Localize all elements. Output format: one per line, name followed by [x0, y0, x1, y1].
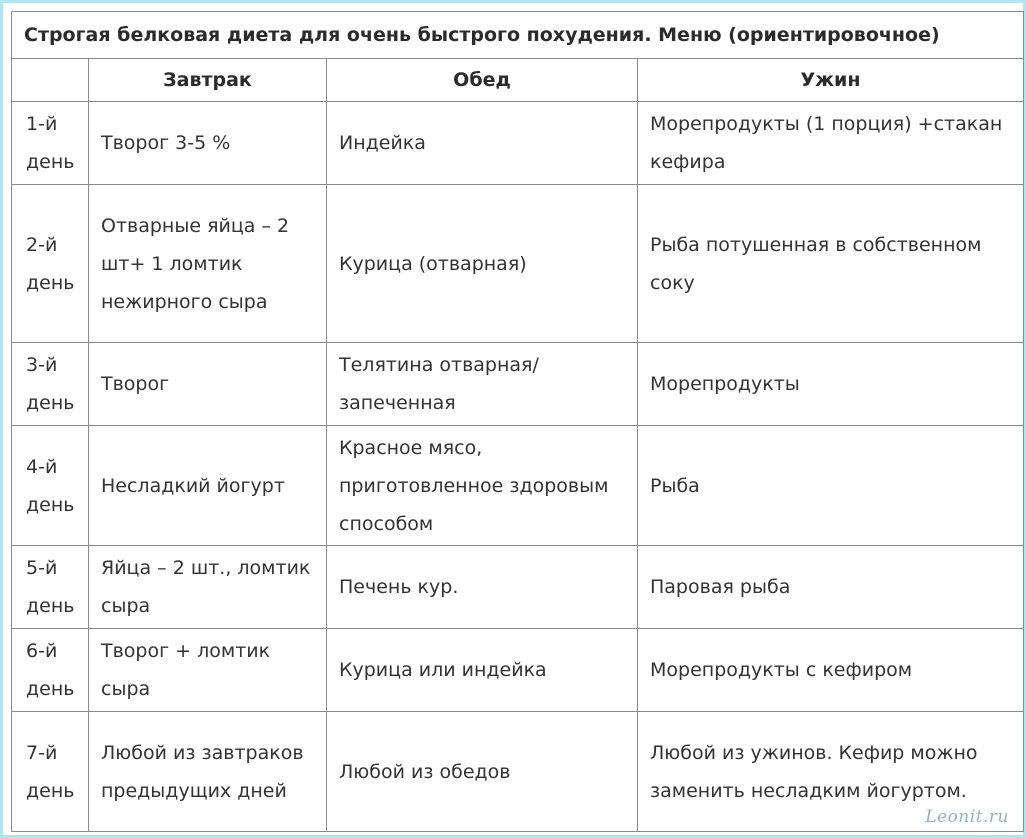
table-row — [12, 343, 1024, 426]
breakfast-cell: Любой из завтраков предыдущих дней — [89, 712, 327, 832]
table-caption-row — [12, 12, 1024, 59]
dinner-cell: Паровая рыба — [638, 546, 1024, 629]
dinner-cell: Рыба потушенная в собственном соку — [638, 185, 1024, 343]
lunch-cell: Красное мясо, приготовленное здоровым способом — [327, 426, 638, 546]
dinner-cell: Рыба — [638, 426, 1024, 546]
day-cell: 7-й день — [12, 712, 89, 832]
day-cell: 2-й день — [12, 185, 89, 343]
lunch-cell: Любой из обедов — [327, 712, 638, 832]
day-cell: 3-й день — [12, 343, 89, 426]
table-row — [12, 712, 1024, 832]
dinner-cell: Морепродукты с кефиром — [638, 629, 1024, 712]
day-cell: 5-й день — [12, 546, 89, 629]
header-day — [12, 59, 89, 102]
header-lunch: Обед — [327, 59, 638, 102]
lunch-cell: Телятина отварная/ запеченная — [327, 343, 638, 426]
breakfast-cell: Яйца – 2 шт., ломтик сыра — [89, 546, 327, 629]
table-row — [12, 426, 1024, 546]
header-breakfast: Завтрак — [89, 59, 327, 102]
lunch-cell: Индейка — [327, 102, 638, 185]
lunch-cell: Печень кур. — [327, 546, 638, 629]
day-cell: 4-й день — [12, 426, 89, 546]
header-dinner: Ужин — [638, 59, 1024, 102]
table-header-row — [12, 59, 1024, 102]
day-cell: 1-й день — [12, 102, 89, 185]
breakfast-cell: Отварные яйца – 2 шт+ 1 ломтик нежирного сыра — [89, 185, 327, 343]
table-title: Строгая белковая диета для очень быстрого похудения. Меню (ориентировочное) — [12, 12, 1024, 59]
dinner-cell: Морепродукты — [638, 343, 1024, 426]
breakfast-cell: Творог 3-5 % — [89, 102, 327, 185]
table-row — [12, 629, 1024, 712]
breakfast-cell: Творог — [89, 343, 327, 426]
lunch-cell: Курица или индейка — [327, 629, 638, 712]
day-cell: 6-й день — [12, 629, 89, 712]
breakfast-cell: Творог + ломтик сыра — [89, 629, 327, 712]
watermark-logo: Leonit.ru — [925, 807, 1009, 827]
table-row — [12, 546, 1024, 629]
lunch-cell: Курица (отварная) — [327, 185, 638, 343]
dinner-cell: Морепродукты (1 порция) +стакан кефира — [638, 102, 1024, 185]
dinner-cell: Любой из ужинов. Кефир можно заменить несладким йогуртом. — [638, 712, 1024, 832]
diet-menu-table — [11, 11, 1024, 832]
table-row — [12, 102, 1024, 185]
table-row — [12, 185, 1024, 343]
breakfast-cell: Несладкий йогурт — [89, 426, 327, 546]
